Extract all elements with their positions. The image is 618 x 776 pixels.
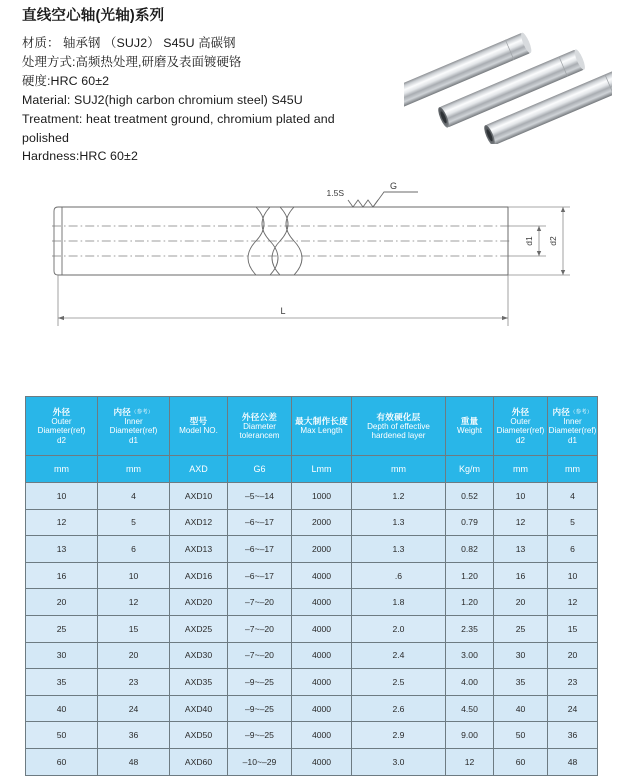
- table-cell: AXD20: [170, 589, 228, 616]
- column-header-hardened-layer: 有效硬化层 Depth of effective hardened layer: [352, 397, 446, 456]
- table-cell: 36: [98, 722, 170, 749]
- table-row: [26, 722, 598, 749]
- table-cell: 16: [26, 562, 98, 589]
- table-cell: 0.52: [446, 483, 494, 510]
- spec-line-hardness-cn: 硬度:HRC 60±2: [22, 74, 110, 89]
- column-header-diameter-tolerance: 外径公差 Diameter tolerancem: [228, 397, 292, 456]
- table-cell: 25: [494, 615, 548, 642]
- table-cell: 25: [26, 615, 98, 642]
- table-cell: 13: [26, 536, 98, 563]
- table-cell: 4.50: [446, 695, 494, 722]
- table-cell: 60: [26, 748, 98, 775]
- column-header-max-length: 最大制作长度 Max Length: [292, 397, 352, 456]
- table-cell: –5~–14: [228, 483, 292, 510]
- table-cell: AXD50: [170, 722, 228, 749]
- table-cell: 50: [26, 722, 98, 749]
- column-header-outer-diameter-2: 外径 Outer Diameter(ref) d2: [494, 397, 548, 456]
- product-photo: [404, 22, 612, 144]
- table-row: [26, 509, 598, 536]
- table-cell: 10: [26, 483, 98, 510]
- table-cell: 24: [548, 695, 598, 722]
- table-cell: 4000: [292, 748, 352, 775]
- inner-diameter-label: d1: [524, 236, 534, 246]
- table-cell: 60: [494, 748, 548, 775]
- table-header-row: [26, 397, 598, 456]
- spec-line-treatment-cn: 处理方式:高频热处理,研磨及表面镀硬铬: [22, 55, 242, 70]
- page-title: 直线空心轴(光轴)系列: [22, 8, 165, 24]
- table-cell: 2.35: [446, 615, 494, 642]
- surface-finish-label: 1.5S: [326, 188, 344, 198]
- table-cell: 20: [98, 642, 170, 669]
- table-cell: 30: [26, 642, 98, 669]
- table-cell: 15: [98, 615, 170, 642]
- table-cell: 12: [548, 589, 598, 616]
- table-cell: AXD12: [170, 509, 228, 536]
- table-cell: AXD40: [170, 695, 228, 722]
- table-cell: 20: [26, 589, 98, 616]
- table-cell: 4000: [292, 615, 352, 642]
- table-cell: 10: [98, 562, 170, 589]
- column-header-outer-diameter: 外径 Outer Diameter(ref) d2: [26, 397, 98, 456]
- table-cell: 5: [98, 509, 170, 536]
- unit-cell: G6: [228, 456, 292, 483]
- table-cell: –7~–20: [228, 615, 292, 642]
- process-label: G: [390, 181, 398, 191]
- table-cell: 40: [494, 695, 548, 722]
- table-row: [26, 536, 598, 563]
- table-cell: 2.9: [352, 722, 446, 749]
- spec-line-treatment-en: Treatment: heat treatment ground, chromium plated and polished: [22, 111, 335, 145]
- table-cell: 15: [548, 615, 598, 642]
- table-row: [26, 483, 598, 510]
- unit-cell: mm: [494, 456, 548, 483]
- table-cell: AXD30: [170, 642, 228, 669]
- table-cell: 10: [494, 483, 548, 510]
- table-cell: –10~–29: [228, 748, 292, 775]
- table-cell: 20: [548, 642, 598, 669]
- table-cell: 23: [98, 669, 170, 696]
- table-cell: 36: [548, 722, 598, 749]
- table-units-row: [26, 456, 598, 483]
- unit-cell: mm: [26, 456, 98, 483]
- table-cell: –7~–20: [228, 642, 292, 669]
- table-cell: –9~–25: [228, 722, 292, 749]
- spec-line-material-en: Material: SUJ2(high carbon chromium steel) S45U: [22, 92, 303, 107]
- table-cell: AXD25: [170, 615, 228, 642]
- table-cell: 1.20: [446, 562, 494, 589]
- table-cell: 5: [548, 509, 598, 536]
- table-cell: 3.0: [352, 748, 446, 775]
- unit-cell: Lmm: [292, 456, 352, 483]
- table-cell: 48: [548, 748, 598, 775]
- technical-drawing: [18, 178, 600, 348]
- table-row: [26, 748, 598, 775]
- table-cell: 6: [98, 536, 170, 563]
- table-cell: –6~–17: [228, 562, 292, 589]
- table-cell: 1.2: [352, 483, 446, 510]
- table-cell: 4000: [292, 669, 352, 696]
- table-row: [26, 642, 598, 669]
- table-cell: 1.8: [352, 589, 446, 616]
- column-header-weight: 重量 Weight: [446, 397, 494, 456]
- table-cell: AXD16: [170, 562, 228, 589]
- table-cell: .6: [352, 562, 446, 589]
- table-body: [26, 483, 598, 776]
- table-cell: 40: [26, 695, 98, 722]
- unit-cell: Kg/m: [446, 456, 494, 483]
- spec-table: [25, 396, 597, 776]
- table-cell: 4.00: [446, 669, 494, 696]
- table-cell: 6: [548, 536, 598, 563]
- table-cell: 23: [548, 669, 598, 696]
- unit-cell: mm: [352, 456, 446, 483]
- column-header-inner-diameter-2: 内径（参考） Inner Diameter(ref) d1: [548, 397, 598, 456]
- table-cell: 2.6: [352, 695, 446, 722]
- table-cell: AXD60: [170, 748, 228, 775]
- table-cell: –6~–17: [228, 509, 292, 536]
- table-cell: 35: [26, 669, 98, 696]
- table-cell: –6~–17: [228, 536, 292, 563]
- table-cell: 12: [446, 748, 494, 775]
- table-cell: 4000: [292, 722, 352, 749]
- table-cell: 12: [26, 509, 98, 536]
- table-cell: 4: [548, 483, 598, 510]
- surface-finish-symbol: [348, 192, 418, 207]
- table-cell: 1.20: [446, 589, 494, 616]
- table-cell: 12: [98, 589, 170, 616]
- table-row: [26, 669, 598, 696]
- table-cell: 16: [494, 562, 548, 589]
- table-cell: 1000: [292, 483, 352, 510]
- table-cell: 4000: [292, 589, 352, 616]
- table-row: [26, 615, 598, 642]
- table-cell: –9~–25: [228, 669, 292, 696]
- unit-cell: AXD: [170, 456, 228, 483]
- table-cell: 35: [494, 669, 548, 696]
- unit-cell: mm: [98, 456, 170, 483]
- table-cell: 30: [494, 642, 548, 669]
- table-cell: AXD35: [170, 669, 228, 696]
- column-header-model-no: 型号 Model NO.: [170, 397, 228, 456]
- table-cell: AXD13: [170, 536, 228, 563]
- table-cell: 4000: [292, 695, 352, 722]
- table-cell: 3.00: [446, 642, 494, 669]
- table-cell: 0.82: [446, 536, 494, 563]
- table-cell: 12: [494, 509, 548, 536]
- table-cell: 50: [494, 722, 548, 749]
- table-row: [26, 562, 598, 589]
- table-cell: 2.5: [352, 669, 446, 696]
- header-block: [22, 8, 422, 166]
- table-cell: 2.0: [352, 615, 446, 642]
- table-cell: 13: [494, 536, 548, 563]
- table-row: [26, 589, 598, 616]
- table-cell: 10: [548, 562, 598, 589]
- table-cell: 24: [98, 695, 170, 722]
- table-cell: 4000: [292, 642, 352, 669]
- table-cell: 20: [494, 589, 548, 616]
- table-cell: 4000: [292, 562, 352, 589]
- table-cell: 0.79: [446, 509, 494, 536]
- table-cell: 9.00: [446, 722, 494, 749]
- table-cell: –9~–25: [228, 695, 292, 722]
- unit-cell: mm: [548, 456, 598, 483]
- table-cell: 2000: [292, 509, 352, 536]
- table-cell: 1.3: [352, 509, 446, 536]
- table-cell: 2000: [292, 536, 352, 563]
- column-header-inner-diameter: 内径（参考） Inner Diameter(ref) d1: [98, 397, 170, 456]
- length-label: L: [280, 306, 286, 316]
- table-cell: 2.4: [352, 642, 446, 669]
- spec-line-hardness-en: Hardness:HRC 60±2: [22, 149, 138, 164]
- table-cell: 4: [98, 483, 170, 510]
- outer-diameter-label: d2: [548, 236, 558, 246]
- table-cell: –7~–20: [228, 589, 292, 616]
- table-cell: AXD10: [170, 483, 228, 510]
- spec-line-material-cn: 材质： 轴承钢 （SUJ2） S45U 高碳钢: [22, 36, 236, 51]
- table-row: [26, 695, 598, 722]
- table-cell: 1.3: [352, 536, 446, 563]
- table-cell: 48: [98, 748, 170, 775]
